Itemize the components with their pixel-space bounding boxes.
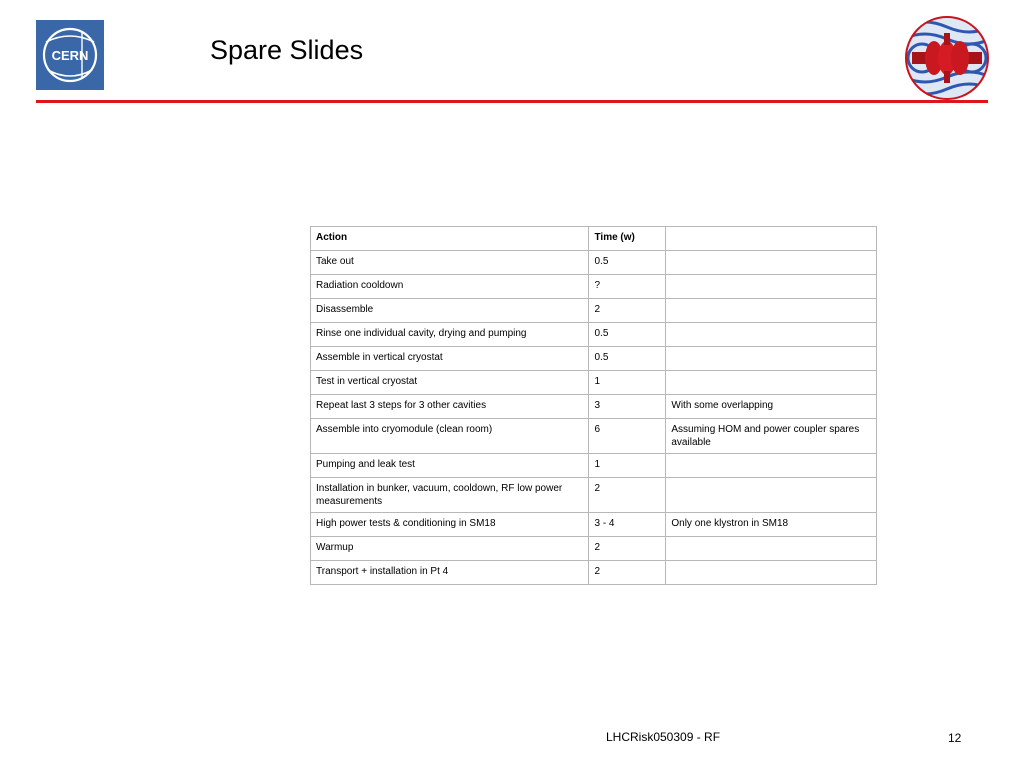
cell-time: 0.5 [589, 323, 666, 347]
cell-note [666, 478, 877, 513]
cell-time: 3 [589, 395, 666, 419]
table-row [311, 275, 877, 299]
table-row [311, 347, 877, 371]
table-row [311, 371, 877, 395]
cell-note [666, 454, 877, 478]
cell-time: 2 [589, 537, 666, 561]
table-row [311, 419, 877, 454]
cell-note [666, 347, 877, 371]
cell-note: Assuming HOM and power coupler spares available [666, 419, 877, 454]
header-time: Time (w) [589, 227, 666, 251]
cell-note [666, 251, 877, 275]
cell-note: Only one klystron in SM18 [666, 513, 877, 537]
cell-time: 0.5 [589, 347, 666, 371]
cern-logo [36, 20, 104, 90]
cell-action: Rinse one individual cavity, drying and pumping [311, 323, 589, 347]
table-row [311, 251, 877, 275]
table-row [311, 299, 877, 323]
header-rule [36, 100, 988, 103]
cell-time: 1 [589, 371, 666, 395]
table-row [311, 537, 877, 561]
cern-logo-text: CERN [51, 48, 89, 63]
cell-action: Warmup [311, 537, 589, 561]
cell-note [666, 371, 877, 395]
slide-title: Spare Slides [210, 35, 364, 65]
cell-action: High power tests & conditioning in SM18 [311, 513, 589, 537]
header-action: Action [311, 227, 589, 251]
table-row [311, 561, 877, 585]
cell-time: 0.5 [589, 251, 666, 275]
actions-table [310, 226, 877, 585]
cell-note [666, 537, 877, 561]
cell-note [666, 299, 877, 323]
cell-time: ? [589, 275, 666, 299]
cell-time: 2 [589, 561, 666, 585]
cell-action: Assemble into cryomodule (clean room) [311, 419, 589, 454]
cell-action: Transport + installation in Pt 4 [311, 561, 589, 585]
cell-action: Repeat last 3 steps for 3 other cavities [311, 395, 589, 419]
cell-time: 2 [589, 478, 666, 513]
table-row [311, 513, 877, 537]
cell-action: Assemble in vertical cryostat [311, 347, 589, 371]
cell-time: 3 - 4 [589, 513, 666, 537]
cell-action: Pumping and leak test [311, 454, 589, 478]
page-number: 12 [948, 731, 962, 745]
cell-note [666, 561, 877, 585]
rf-cavity-emblem [904, 15, 990, 101]
cell-action: Test in vertical cryostat [311, 371, 589, 395]
cell-time: 2 [589, 299, 666, 323]
table-row [311, 454, 877, 478]
cell-time: 6 [589, 419, 666, 454]
table-row [311, 323, 877, 347]
cell-time: 1 [589, 454, 666, 478]
cell-note: With some overlapping [666, 395, 877, 419]
header-notes [666, 227, 877, 251]
cell-note [666, 275, 877, 299]
cell-action: Installation in bunker, vacuum, cooldown, RF low power measurements [311, 478, 589, 513]
footer-label: LHCRisk050309 - RF [606, 730, 721, 744]
cell-action: Radiation cooldown [311, 275, 589, 299]
table-row [311, 395, 877, 419]
cern-logo-graphic [36, 20, 104, 90]
cell-action: Disassemble [311, 299, 589, 323]
cell-action: Take out [311, 251, 589, 275]
cell-note [666, 323, 877, 347]
table-row [311, 478, 877, 513]
table-header-row [311, 227, 877, 251]
